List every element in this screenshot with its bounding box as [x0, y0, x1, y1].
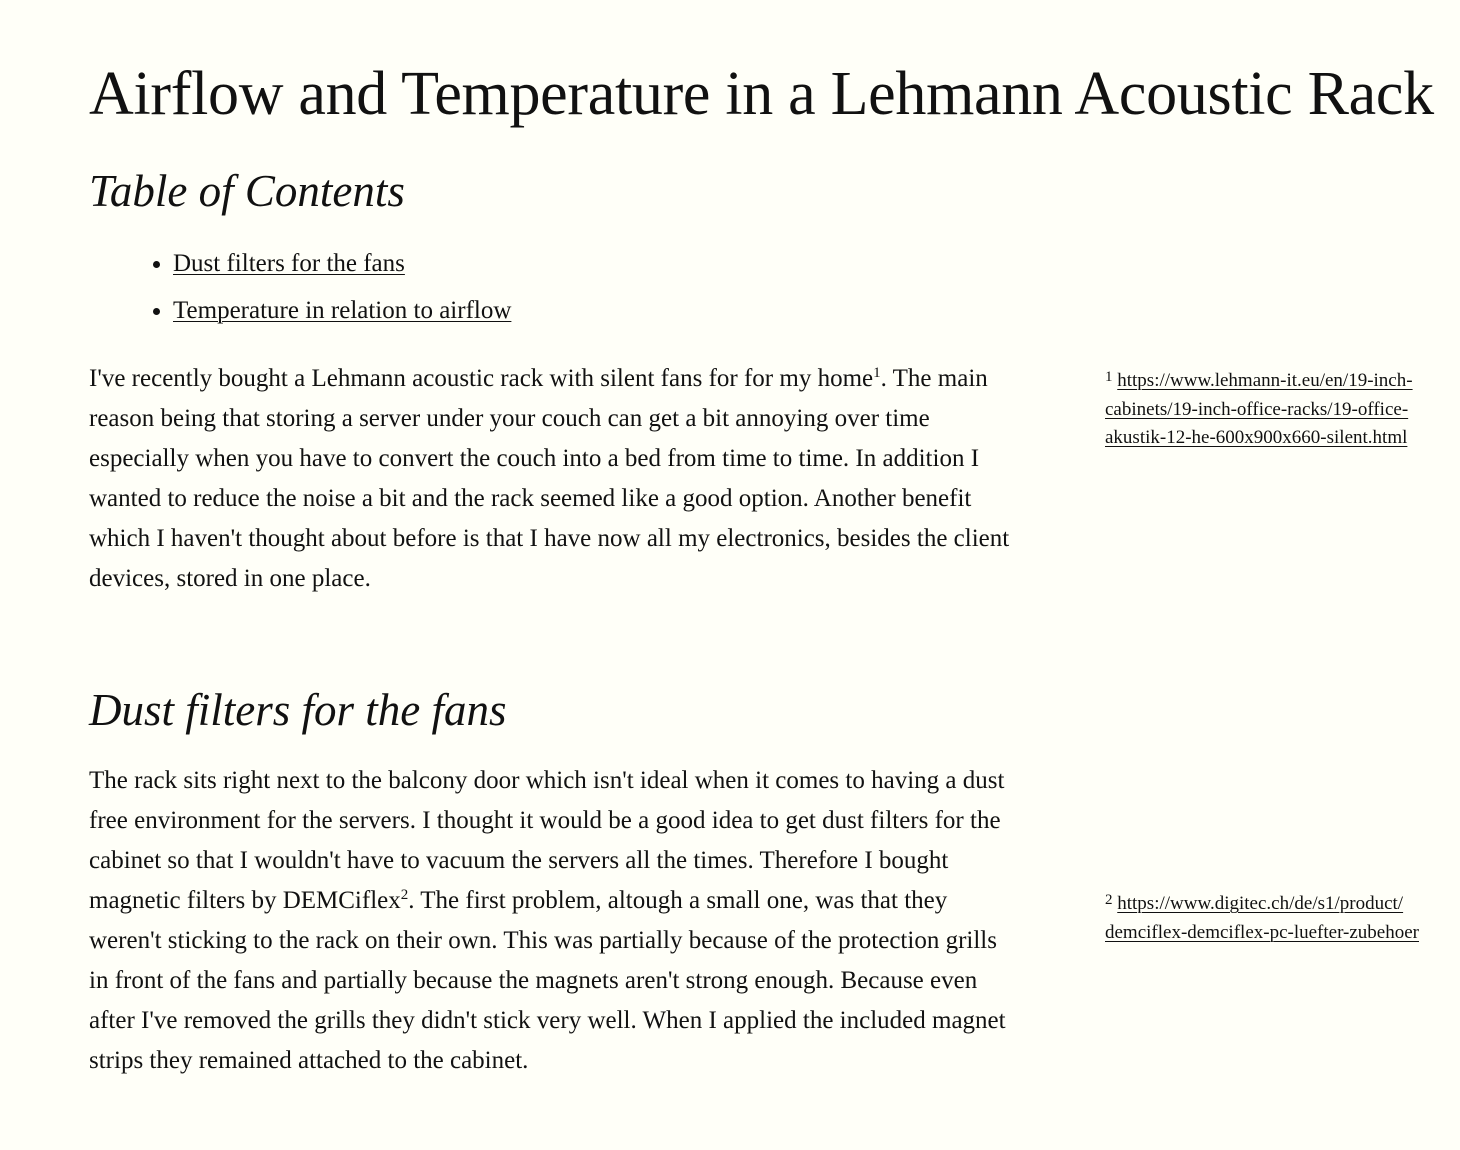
section-heading-dust-filters: Dust filters for the fans: [89, 685, 507, 735]
intro-paragraph: [89, 359, 1019, 599]
footnote-ref-2[interactable]: 2: [400, 887, 409, 903]
sidenote-1-link-line: cabinets/19-inch-office-racks/19-office-: [1105, 398, 1409, 420]
toc-item: [173, 293, 511, 329]
sidenote-number: 2: [1105, 892, 1113, 908]
toc-link-dust-filters[interactable]: Dust filters for the fans: [173, 250, 405, 277]
footnote-ref-1[interactable]: 1: [873, 365, 881, 381]
intro-text-continued: . The main reason being that storing a server under your couch can get a bit annoying over time especially when you have to convert the couch into a bed from time to time. In addition I wanted to reduce the noise a bit and the rack seemed like a good option. Another benefit which I haven't thought about before is that I have now all my electronics, besides the client devices, stored in one place.: [89, 365, 1010, 592]
sidenote-2: [1105, 890, 1460, 947]
sidenote-1-link-line: https://www.lehmann-it.eu/en/19-inch-: [1117, 370, 1413, 391]
dust-text: The rack sits right next to the balcony door which isn't ideal when it comes to having a dust free environment for the servers. I thought it would be a good idea to get dust filters for the cabinet so that I wouldn't have to vacuum the servers all the times. Therefore I bought magnetic filters by DEMCiflex: [89, 767, 1005, 914]
sidenote-1-link-line: akustik-12-he-600x900x660-silent.html: [1105, 427, 1408, 448]
dust-filters-paragraph: [89, 761, 1019, 1081]
toc-heading: Table of Contents: [89, 166, 405, 216]
toc-link-temperature[interactable]: Temperature in relation to airflow: [173, 297, 512, 324]
sidenote-2-link-line: https://www.digitec.ch/de/s1/product/: [1117, 893, 1404, 914]
table-of-contents: [89, 246, 511, 340]
sidenote-number: 1: [1105, 369, 1113, 385]
sidenote-1: [1105, 367, 1460, 453]
sidenote-2-link-line: demciflex-demciflex-pc-luefter-zubehoer: [1105, 921, 1419, 943]
intro-text: I've recently bought a Lehmann acoustic rack with silent fans for for my home: [89, 365, 874, 392]
sidenote-2-link[interactable]: [1105, 893, 1460, 947]
page-title: Airflow and Temperature in a Lehmann Acoustic Rack: [89, 60, 1434, 128]
sidenote-1-link[interactable]: [1105, 370, 1460, 453]
dust-text-continued: . The first problem, altough a small one, was that they weren't sticking to the rack on their own. This was partially because of the protection grills in front of the fans and partially because the magnets aren't strong enough. Because even after I've removed the grills they didn't stick very well. When I applied the included magnet strips they remained attached to the cabinet.: [89, 887, 1006, 1074]
toc-item: [173, 246, 511, 282]
